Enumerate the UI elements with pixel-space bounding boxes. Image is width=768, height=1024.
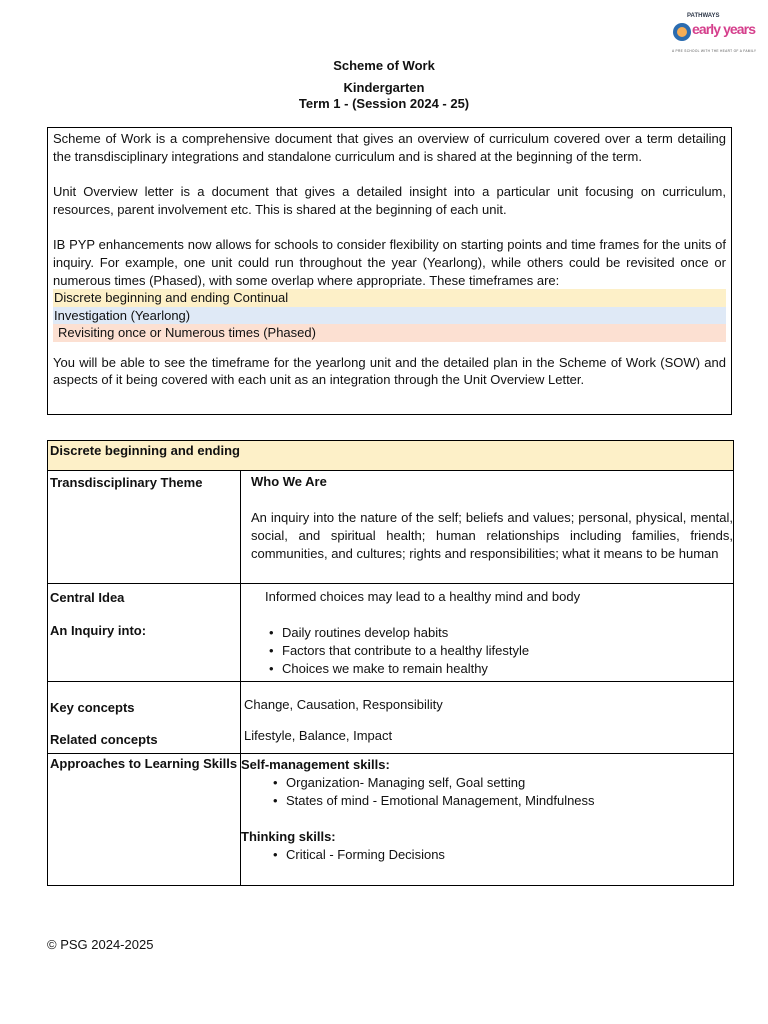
related-concepts-label: Related concepts [50,732,158,747]
central-idea-label-cell [48,584,241,682]
theme-label: Transdisciplinary Theme [48,471,241,584]
timeframe-discrete: Discrete beginning and ending Continual [53,289,726,307]
concepts-label-cell [48,682,241,754]
scheme-table [47,440,734,886]
theme-cell [241,471,734,584]
central-idea-text: Informed choices may lead to a healthy mind and body [265,589,581,604]
skill-item: • States of mind - Emotional Management, Mindfulness [273,792,733,810]
inquiry-list [265,624,733,678]
copyright-footer: © PSG 2024-2025 [47,937,154,952]
central-idea-label: Central Idea [50,590,125,605]
intro-paragraph-3: IB PYP enhancements now allows for schools to consider flexibility on starting points and time frames for the units of inquiry. For example, one unit could run throughout the year (Yearlong), while others could be revisited once or numerous times (Phased), with some overlap where appropriate. These timeframes are: [53,237,726,288]
page-title: Scheme of Work [333,58,435,73]
theme-description: An inquiry into the nature of the self; beliefs and values; personal, physical, mental, social, and spiritual health; human relationships including families, friends, communities, and cultures; rights and responsibilities; what it means to be human [251,510,733,561]
key-concepts-value: Change, Causation, Responsibility [244,697,443,712]
inquiry-label: An Inquiry into: [50,623,147,638]
logo-main-text: early years [692,21,756,37]
thinking-skills-title: Thinking skills: [241,829,336,844]
term-title: Term 1 - (Session 2024 - 25) [298,96,470,111]
logo-top-text: PATHWAYS [687,13,720,19]
concepts-cell [241,682,734,754]
timeframe-phased: Revisiting once or Numerous times (Phased) [53,324,726,342]
intro-paragraph-1: Scheme of Work is a comprehensive document that gives an overview of curriculum covered over a term detailing the transdisciplinary integrations and standalone curriculum and is shared at the beginning of the term. [53,131,726,164]
inquiry-item: • Daily routines develop habits [269,624,733,642]
related-concepts-value: Lifestyle, Balance, Impact [244,728,393,743]
timeframe-yearlong: Investigation (Yearlong) [53,307,726,325]
table-header-timeframe: Discrete beginning and ending [48,441,734,471]
intro-box [47,127,732,415]
central-idea-cell [241,584,734,682]
key-concepts-label: Key concepts [50,700,135,715]
atl-cell [241,754,734,886]
self-management-title: Self-management skills: [241,757,390,772]
inquiry-item: • Choices we make to remain healthy [269,660,733,678]
intro-paragraph-4: You will be able to see the timeframe for the yearlong unit and the detailed plan in the Scheme of Work (SOW) and aspects of it being covered with each unit as an integration through the Unit Overview Letter. [53,354,726,388]
logo-tagline: A PRE SCHOOL WITH THE HEART OF A FAMILY [672,49,756,53]
intro-paragraph-2: Unit Overview letter is a document that gives a detailed insight into a particular unit focusing on curriculum, resources, parent involvement etc. This is shared at the beginning of each unit. [53,184,726,217]
self-management-list [241,774,733,810]
school-logo [670,10,758,56]
skill-item: • Organization- Managing self, Goal setting [273,774,733,792]
inquiry-item: • Factors that contribute to a healthy lifestyle [269,642,733,660]
thinking-skills-list [241,846,733,864]
skill-item: • Critical - Forming Decisions [273,846,733,864]
atl-label: Approaches to Learning Skills [48,754,241,886]
grade-title: Kindergarten [343,80,425,95]
theme-title: Who We Are [251,474,327,489]
